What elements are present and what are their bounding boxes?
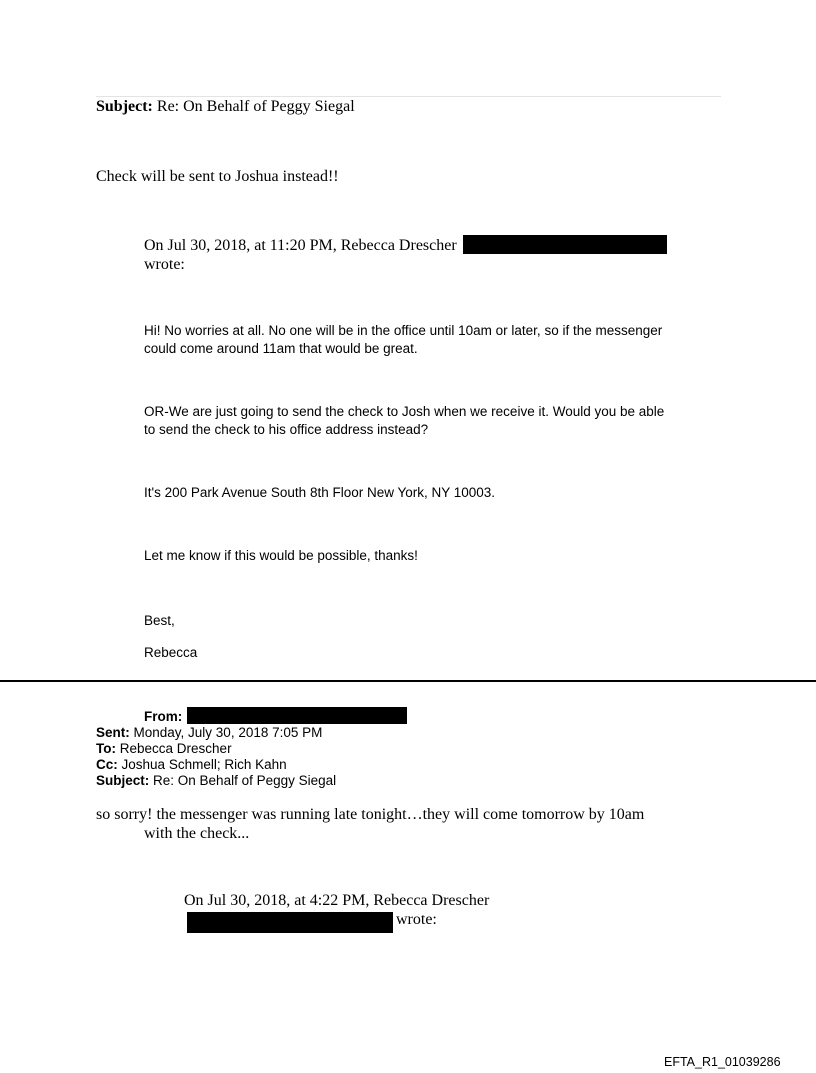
section-divider [0,680,816,682]
cc-label: Cc: [96,757,118,772]
quote1-signature: Rebecca [144,645,198,660]
header-divider [96,96,721,97]
quote2-attribution: On Jul 30, 2018, at 4:22 PM, Rebecca Drescher [184,892,490,909]
reply-body: Check will be sent to Joshua instead!! [96,168,339,185]
sent-value: Monday, July 30, 2018 7:05 PM [133,725,323,740]
document-id: EFTA_R1_01039286 [664,1055,781,1069]
subject-value: Re: On Behalf of Peggy Siegal [156,98,355,115]
fwd-subject-line [96,773,336,788]
redacted-from [187,707,407,724]
redacted-email [187,912,393,933]
quote1-attribution: On Jul 30, 2018, at 11:20 PM, Rebecca Drescher [144,237,457,254]
quote1-paragraph: Hi! No worries at all. No one will be in the office until 10am or later, so if the messenger [144,323,663,338]
from-label: From: [144,709,183,724]
quote1-paragraph: It's 200 Park Avenue South 8th Floor New York, NY 10003. [144,485,496,500]
quote1-paragraph: could come around 11am that would be great. [144,341,418,356]
redacted-email [463,235,667,254]
fwd-subject-label: Subject: [96,773,150,788]
fwd-subject-value: Re: On Behalf of Peggy Siegal [153,773,337,788]
quote1-signoff: Best, [144,613,175,628]
quote2-wrote: wrote: [396,911,437,928]
subject-line [96,98,355,116]
sent-label: Sent: [96,725,130,740]
fwd-body-line: so sorry! the messenger was running late tonight…they will come tomorrow by 10am [96,806,645,823]
quote1-wrote: wrote: [144,256,185,273]
cc-value: Joshua Schmell; Rich Kahn [121,757,287,772]
to-label: To: [96,741,116,756]
to-value: Rebecca Drescher [119,741,232,756]
quote1-paragraph: Let me know if this would be possible, thanks! [144,548,418,563]
quote1-paragraph: OR-We are just going to send the check to Josh when we receive it. Would you be able [144,404,665,419]
cc-line [96,757,287,772]
quote1-paragraph: to send the check to his office address instead? [144,422,429,437]
fwd-body-line: with the check... [144,825,250,842]
subject-label: Subject: [96,98,153,115]
sent-line [96,725,322,740]
to-line [96,741,232,756]
